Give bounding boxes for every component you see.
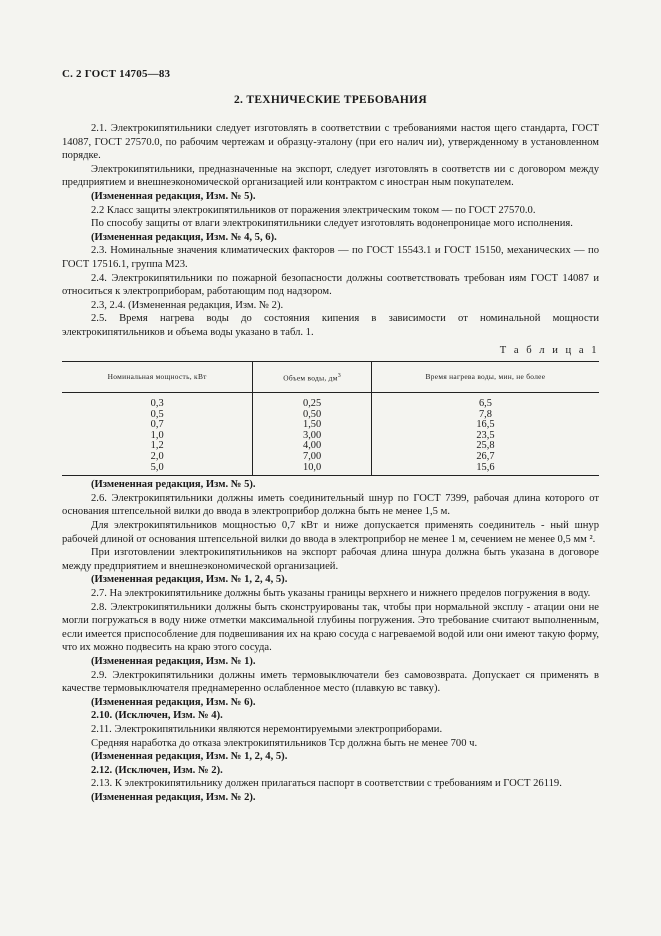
paragraph: При изготовлении электрокипятильников на экспорт рабочая длина шнура должна быть указана в договоре между предприятием и внешнеэкономической организацией.: [62, 547, 599, 572]
table-cell: 0,25: [253, 393, 372, 410]
paragraph: Для электрокипятильников мощностью 0,7 кВт и ниже допускается применять соединитель - ный шнур рабочей длиной от основания штепсельной вилки до ввода в электроприбор не менее 1 м, сечением не менее 0,5 мм ².: [62, 520, 599, 545]
superscript-3: 3: [337, 372, 342, 379]
paragraph: 2.3. Номинальные значения климатических факторов — по ГОСТ 15543.1 и ГОСТ 15150, механических — по ГОСТ 17516.1, группа М23.: [62, 245, 599, 270]
table-cell: 1,0: [150, 429, 164, 441]
table-caption: Т а б л и ц а 1: [499, 344, 599, 356]
table-cell: 23,5: [371, 431, 599, 442]
amendment-note: (Измененная редакция, Изм. № 1, 2, 4, 5).: [91, 574, 288, 586]
amendment-note: (Измененная редакция, Изм. № 2).: [91, 791, 256, 803]
table-cell: 25,8: [371, 441, 599, 452]
paragraph: 2.13. К электрокипятильнику должен прилагаться паспорт в соответствии с требованиям и ГОСТ 26119.: [91, 778, 562, 790]
table-row: [62, 431, 599, 442]
paragraph: 2.9. Электрокипятильники должны иметь термовыключатели без самовозврата. Допускает ся применять в качестве термовыключателя преднамеренно ослабленное место (плавкую вс тавку).: [62, 669, 599, 695]
table-cell: 1,2: [150, 440, 164, 452]
table-cell: 7,00: [253, 452, 372, 463]
table-row: [62, 393, 599, 410]
amendment-note: (Измененная редакция, Изм. № 5).: [91, 190, 256, 202]
column-header-volume: Объем воды, $дм^3$: [253, 362, 372, 393]
table-row: [62, 420, 599, 431]
paragraph: 2.2 Класс защиты электрокипятильников от поражения электрическим током — по ГОСТ 27570.0.: [91, 204, 536, 216]
table-row: [62, 463, 599, 476]
table-cell: 3,00: [253, 431, 372, 442]
table-cell: 4,00: [253, 441, 372, 452]
table-cell: 10,0: [253, 463, 372, 476]
table-cell: 1,50: [253, 420, 372, 431]
amendment-note: (Измененная редакция, Изм. № 1).: [91, 655, 256, 667]
data-table: [62, 361, 599, 476]
table-cell: 6,5: [371, 393, 599, 410]
table-cell: 15,6: [371, 463, 599, 476]
table-row: [62, 452, 599, 463]
column-header-power: Номинальная мощность, кВт: [62, 362, 253, 393]
table-cell: 0,5: [150, 408, 164, 420]
table-cell: 5,0: [62, 463, 253, 476]
paragraphs-after-table: [62, 478, 599, 804]
table-body: [62, 393, 599, 476]
table-cell: 26,7: [371, 452, 599, 463]
page-header: С. 2 ГОСТ 14705—83: [62, 68, 171, 80]
paragraph: 2.11. Электрокипятильники являются неремонтируемыми электроприборами.: [91, 723, 443, 735]
paragraph: 2.4. Электрокипятильники по пожарной безопасности должны соответствовать требован иям ГОСТ 14087 и относиться к электроприборам, работающим под надзором.: [62, 272, 599, 298]
paragraph: 2.7. На электрокипятильнике должны быть указаны границы верхнего и нижнего пределов погружения в воду.: [91, 588, 591, 599]
amendment-note: (Измененная редакция, Изм. № 4, 5, 6).: [91, 231, 277, 243]
paragraph: 2.1. Электрокипятильники следует изготовлять в соответствии с требованиями настоя щего стандарта, ГОСТ 14087, ГОСТ 27570.0, по рабочим чертежам и образцу-эталону (при его налич ии), утвержденному в установленном порядке.: [62, 123, 599, 162]
paragraph: По способу защиты от влаги электрокипятильники следует изготовлять водонепроницае мого исполнения.: [91, 218, 573, 230]
document-body: [62, 122, 599, 805]
amendment-note: (Измененная редакция, Изм. № 1, 2, 4, 5).: [91, 751, 288, 763]
table-cell: 0,7: [150, 419, 164, 431]
table-row: [62, 441, 599, 452]
paragraph: 2.6. Электрокипятильники должны иметь соединительный шнур по ГОСТ 7399, рабочая длина которого от основания штепсельной вилки до ввода в электроприбор должна быть не менее 1,5 м.: [62, 492, 599, 518]
amendment-note: 2.12. (Исключен, Изм. № 2).: [91, 764, 223, 776]
table-cell: 2,0: [150, 451, 164, 463]
paragraph: 2.5. Время нагрева воды до состояния кипения в зависимости от номинальной мощности электрокипятильников и объема воды указано в табл. 1.: [62, 313, 599, 338]
table-cell: 16,5: [371, 420, 599, 431]
paragraph: 2.3, 2.4. (Измененная редакция, Изм. № 2).: [91, 299, 284, 311]
column-header-time: Время нагрева воды, мин, не более: [371, 362, 599, 393]
paragraph: Электрокипятильники, предназначенные на экспорт, следует изготовлять в соответств ии с договором между предприятием и внешнеэкономической организацией или контрактом с иностран ным покупателем.: [62, 163, 599, 189]
section-title: 2. ТЕХНИЧЕСКИЕ ТРЕБОВАНИЯ: [233, 94, 428, 106]
table-header-row: [62, 362, 599, 393]
table-row: [62, 410, 599, 421]
amendment-note: (Измененная редакция, Изм. № 6).: [91, 696, 256, 708]
table-cell: 7,8: [371, 410, 599, 421]
paragraph: Средняя наработка до отказа электрокипятильников Тср должна быть не менее 700 ч.: [91, 737, 478, 749]
paragraphs-before-table: [62, 122, 599, 340]
table-cell: 0,3: [150, 398, 164, 410]
amendment-note: (Измененная редакция, Изм. № 5).: [91, 479, 256, 491]
amendment-note: 2.10. (Исключен, Изм. № 4).: [91, 710, 223, 722]
paragraph: 2.8. Электрокипятильники должны быть сконструированы так, чтобы при нормальной эксплу - атации они не могли погружаться в воду ниже отметки максимальной глубины погружения. Это требование считают выполненным, если имеется приспособление для подвешивания их на краю сосуда с нагреваемой водой или они имеют такую форму, что их можно подвесить на краю этого сосуда.: [62, 601, 599, 654]
table-cell: 0,50: [253, 410, 372, 421]
